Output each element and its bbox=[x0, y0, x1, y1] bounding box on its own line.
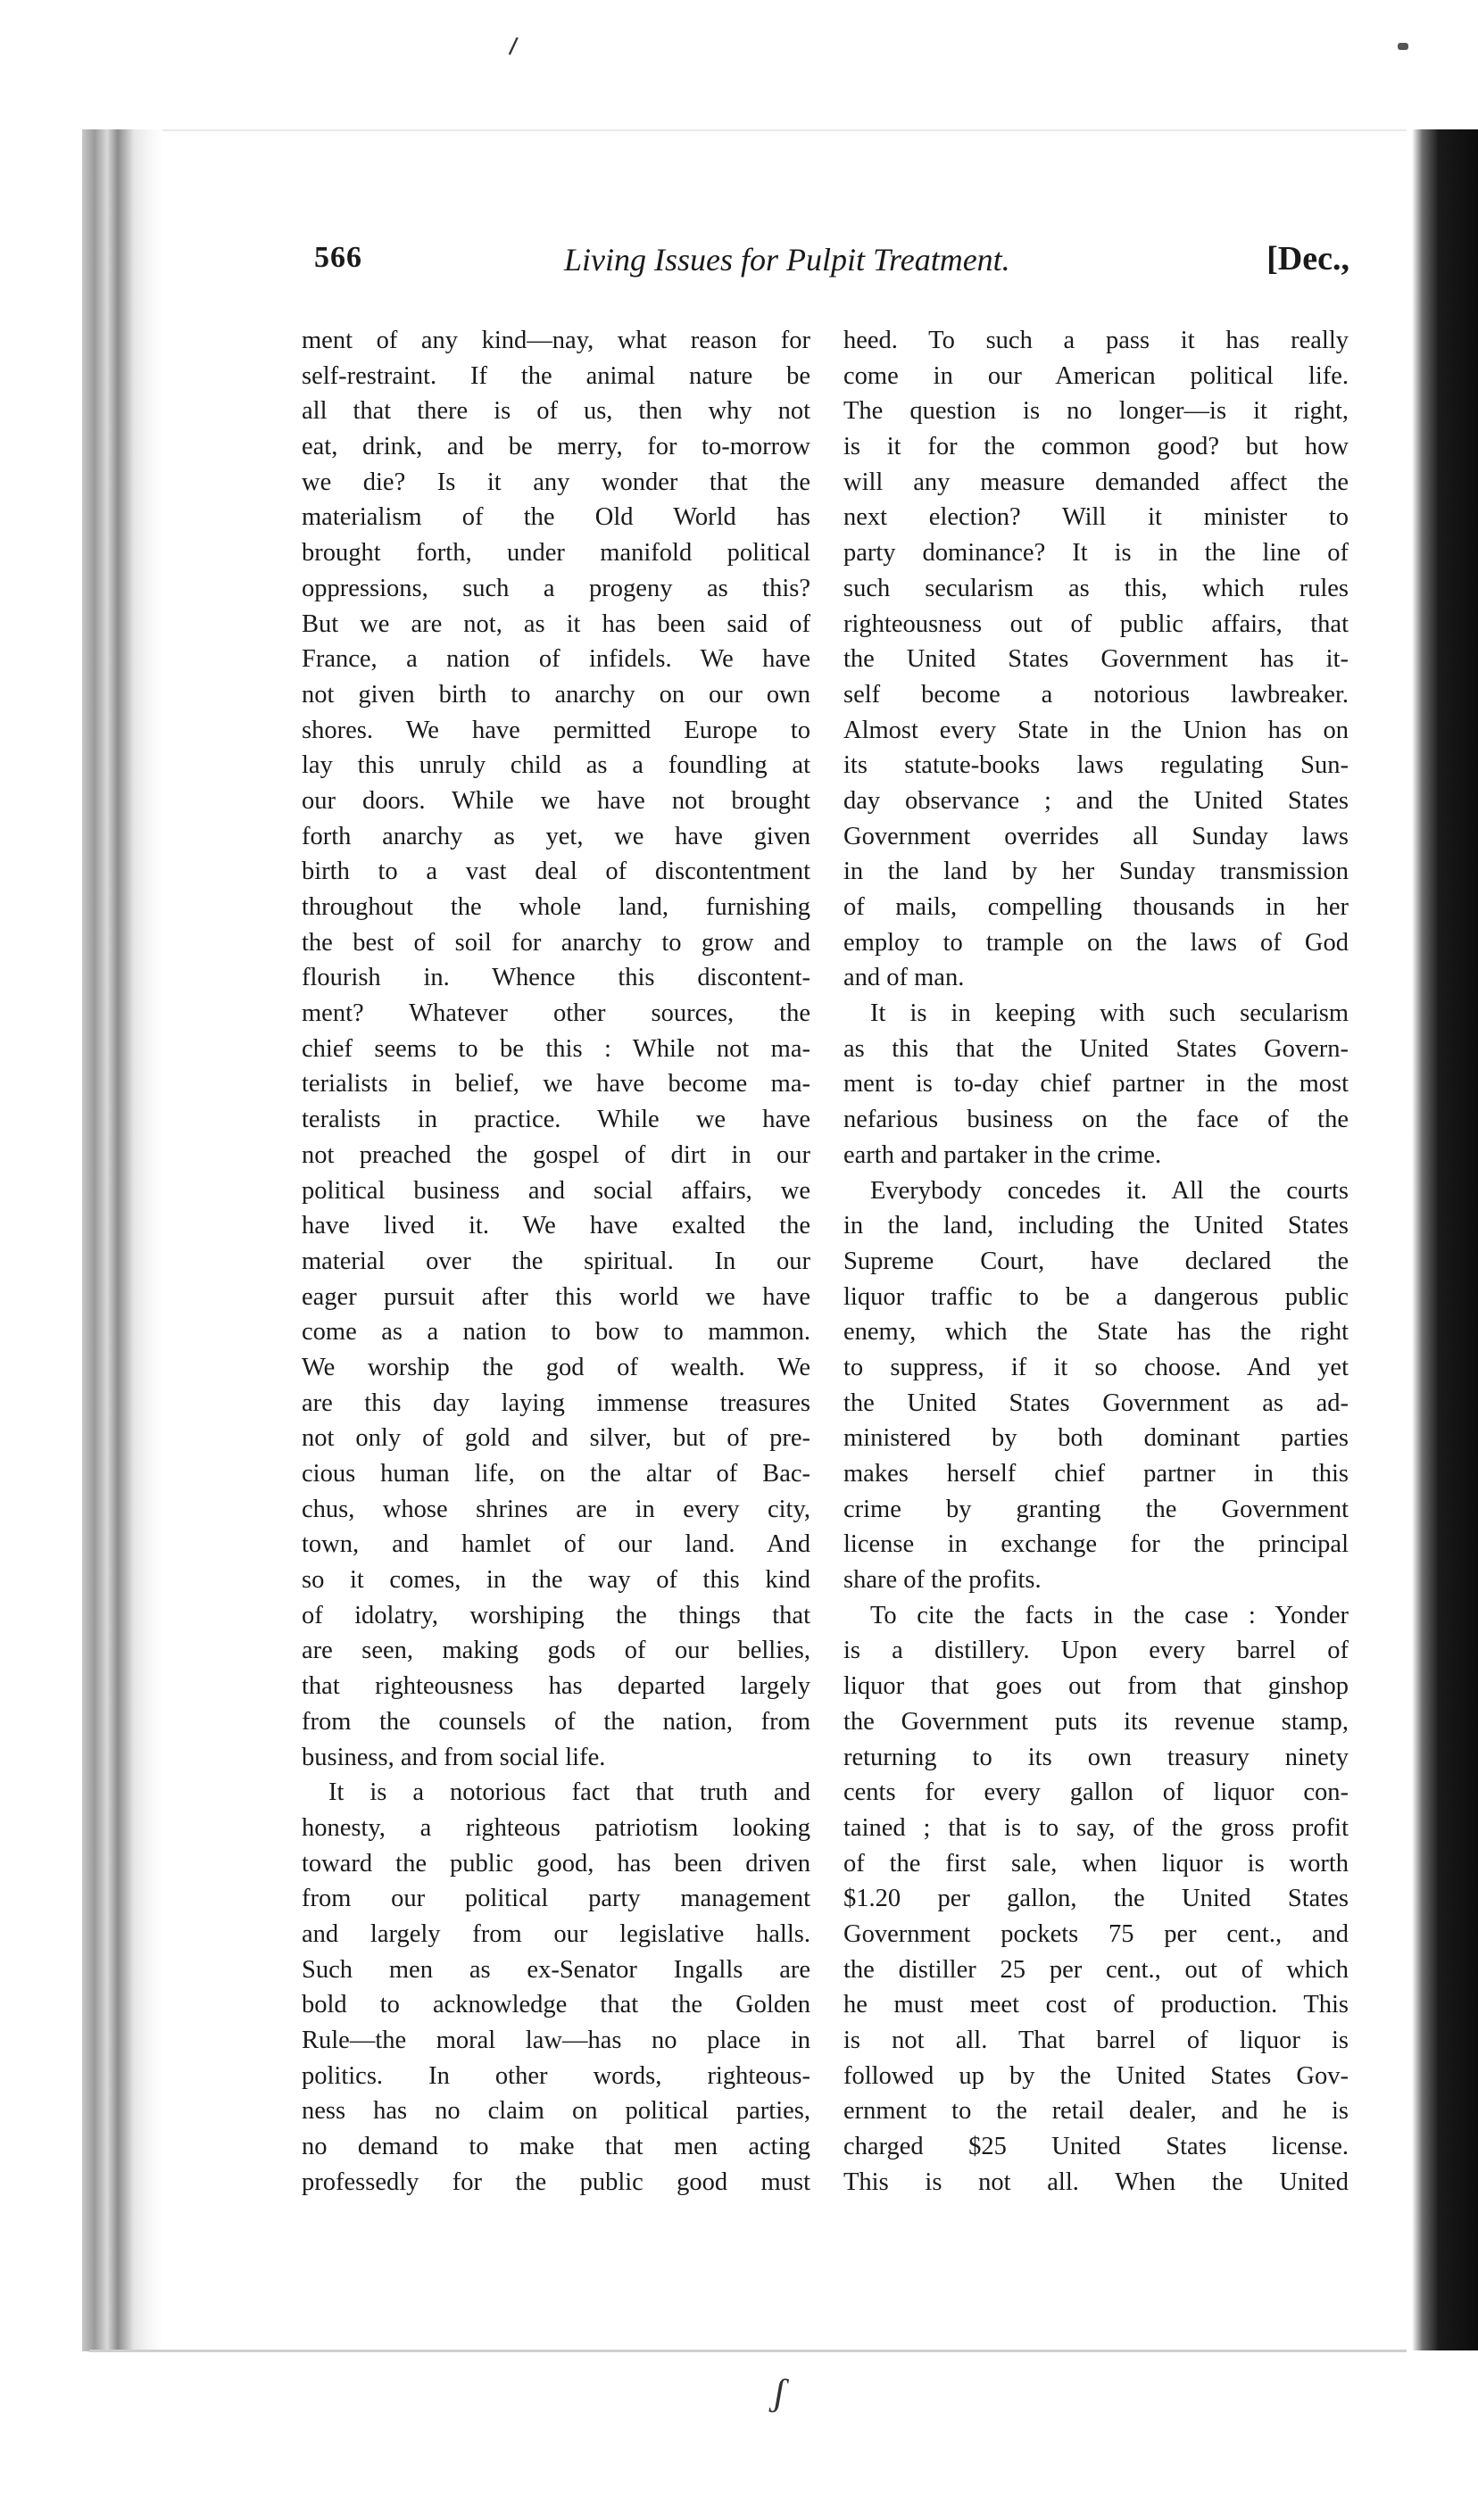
text-line: and of man. bbox=[843, 964, 965, 992]
text-line: he must meet cost of production. This bbox=[843, 1991, 1349, 2019]
text-line: from our political party management bbox=[302, 1885, 810, 1913]
text-line: birth to a vast deal of discontentment bbox=[302, 858, 810, 886]
text-line: is a distillery. Upon every barrel of bbox=[843, 1637, 1349, 1665]
text-line: not preached the gospel of dirt in our bbox=[302, 1140, 810, 1169]
text-line: come as a nation to bow to mammon. bbox=[302, 1318, 810, 1347]
text-line: of the first sale, when liquor is worth bbox=[843, 1849, 1349, 1878]
text-line: and largely from our legislative halls. bbox=[302, 1919, 810, 1948]
text-line: day observance ; and the United States bbox=[843, 786, 1349, 815]
text-line: followed up by the United States Gov- bbox=[843, 2061, 1349, 2090]
text-line: charged $25 United States license. bbox=[843, 2133, 1349, 2161]
text-line: To cite the facts in the case : Yonder bbox=[870, 1601, 1349, 1629]
text-line: ment is to-day chief partner in the most bbox=[843, 1070, 1349, 1098]
text-line: We worship the god of wealth. We bbox=[302, 1353, 810, 1381]
text-line: Such men as ex-Senator Ingalls are bbox=[302, 1955, 810, 1984]
text-line: brought forth, under manifold political bbox=[302, 539, 810, 568]
text-line: are this day laying immense treasures bbox=[302, 1388, 810, 1417]
text-line: eager pursuit after this world we have bbox=[302, 1282, 810, 1311]
text-line: tained ; that is to say, of the gross profit bbox=[843, 1813, 1349, 1842]
text-line: ness has no claim on political parties, bbox=[302, 2097, 810, 2126]
text-line: share of the profits. bbox=[843, 1566, 1042, 1595]
text-line: so it comes, in the way of this kind bbox=[302, 1566, 810, 1595]
ink-mark-top: ⸝ bbox=[494, 13, 527, 62]
text-line: liquor that goes out from that ginshop bbox=[843, 1672, 1349, 1701]
text-line: are seen, making gods of our bellies, bbox=[302, 1637, 810, 1665]
text-line: righteousness out of public affairs, that bbox=[843, 609, 1349, 638]
text-line: returning to its own treasury ninety bbox=[843, 1743, 1349, 1771]
text-line: But we are not, as it has been said of bbox=[302, 609, 810, 638]
text-line: not only of gold and silver, but of pre- bbox=[302, 1424, 810, 1453]
text-line: lay this unruly child as a foundling at bbox=[302, 751, 810, 780]
text-line: nefarious business on the face of the bbox=[843, 1106, 1349, 1134]
ink-mark-bottom: ʃ bbox=[768, 2369, 790, 2415]
text-line: Government overrides all Sunday laws bbox=[843, 822, 1349, 850]
text-line: $1.20 per gallon, the United States bbox=[843, 1885, 1349, 1913]
text-line: terialists in belief, we have become ma- bbox=[302, 1070, 810, 1098]
text-line: material over the spiritual. In our bbox=[302, 1247, 810, 1275]
corner-speck bbox=[1398, 43, 1408, 50]
text-line: we die? Is it any wonder that the bbox=[302, 468, 810, 496]
text-line: political business and social affairs, we bbox=[302, 1176, 810, 1205]
text-line: next election? Will it minister to bbox=[843, 503, 1349, 532]
text-line: materialism of the Old World has bbox=[302, 503, 810, 532]
text-line: Rule—the moral law—has no place in bbox=[302, 2027, 810, 2054]
text-line: crime by granting the Government bbox=[843, 1495, 1349, 1523]
scan-edge-right bbox=[1407, 0, 1478, 2520]
text-line: in the land, including the United States bbox=[843, 1212, 1349, 1240]
page-top-edge bbox=[162, 129, 1421, 131]
text-line: bold to acknowledge that the Golden bbox=[302, 1991, 810, 2019]
text-line: chus, whose shrines are in every city, bbox=[302, 1495, 810, 1523]
text-line: politics. In other words, righteous- bbox=[302, 2061, 810, 2090]
text-line: no demand to make that men acting bbox=[302, 2133, 810, 2161]
text-line: shores. We have permitted Europe to bbox=[302, 716, 810, 744]
text-line: chief seems to be this : While not ma- bbox=[302, 1034, 810, 1063]
text-line: ernment to the retail dealer, and he is bbox=[843, 2097, 1349, 2126]
right-column bbox=[843, 323, 1349, 2200]
text-line: is it for the common good? but how bbox=[843, 433, 1349, 461]
text-line: Supreme Court, have declared the bbox=[843, 1247, 1349, 1275]
text-line: of idolatry, worshiping the things that bbox=[302, 1601, 810, 1629]
running-month: [Dec., bbox=[1266, 240, 1349, 278]
text-line: its statute-books laws regulating Sun- bbox=[843, 751, 1349, 780]
text-line: our doors. While we have not brought bbox=[302, 786, 810, 815]
text-line: oppressions, such a progeny as this? bbox=[302, 574, 810, 602]
text-line: all that there is of us, then why not bbox=[302, 397, 810, 426]
text-line: the distiller 25 per cent., out of which bbox=[843, 1955, 1349, 1984]
text-line: the United States Government has it- bbox=[843, 645, 1349, 674]
text-line: the Government puts its revenue stamp, bbox=[843, 1707, 1349, 1736]
text-line: heed. To such a pass it has really bbox=[843, 327, 1349, 354]
text-line: makes herself chief partner in this bbox=[843, 1460, 1349, 1488]
text-line: France, a nation of infidels. We have bbox=[302, 645, 810, 674]
text-line: earth and partaker in the crime. bbox=[843, 1140, 1162, 1169]
text-line: from the counsels of the nation, from bbox=[302, 1707, 810, 1736]
text-line: have lived it. We have exalted the bbox=[302, 1212, 810, 1240]
text-line: license in exchange for the principal bbox=[843, 1530, 1349, 1559]
text-line: teralists in practice. While we have bbox=[302, 1106, 810, 1134]
text-line: the best of soil for anarchy to grow and bbox=[302, 928, 810, 957]
text-line: party dominance? It is in the line of bbox=[843, 539, 1349, 568]
text-line: The question is no longer—is it right, bbox=[843, 397, 1349, 426]
text-line: is not all. That barrel of liquor is bbox=[843, 2027, 1349, 2054]
text-line: as this that the United States Govern- bbox=[843, 1034, 1349, 1063]
page-bottom-edge bbox=[89, 2350, 1407, 2352]
text-line: professedly for the public good must bbox=[302, 2168, 810, 2196]
page-binding-shadow bbox=[82, 129, 162, 2351]
text-line: in the land by her Sunday transmission bbox=[843, 858, 1349, 886]
text-line: self become a notorious lawbreaker. bbox=[843, 680, 1349, 709]
text-line: ment? Whatever other sources, the bbox=[302, 999, 810, 1028]
text-line: eat, drink, and be merry, for to-morrow bbox=[302, 433, 810, 461]
text-line: throughout the whole land, furnishing bbox=[302, 893, 810, 921]
text-line: ministered by both dominant parties bbox=[843, 1424, 1349, 1453]
text-line: town, and hamlet of our land. And bbox=[302, 1530, 810, 1559]
text-line: Government pockets 75 per cent., and bbox=[843, 1919, 1349, 1948]
left-column bbox=[302, 323, 810, 2200]
text-line: forth anarchy as yet, we have given bbox=[302, 822, 810, 850]
text-line: liquor traffic to be a dangerous public bbox=[843, 1282, 1349, 1311]
text-line: such secularism as this, which rules bbox=[843, 574, 1349, 602]
text-line: enemy, which the State has the right bbox=[843, 1318, 1349, 1347]
text-line: cents for every gallon of liquor con- bbox=[843, 1778, 1349, 1807]
text-line: employ to trample on the laws of God bbox=[843, 928, 1349, 957]
running-header bbox=[314, 241, 1349, 294]
text-line: cious human life, on the altar of Bac- bbox=[302, 1460, 810, 1488]
text-line: will any measure demanded affect the bbox=[843, 468, 1349, 496]
text-line: self-restraint. If the animal nature be bbox=[302, 361, 810, 390]
page-number: 566 bbox=[314, 241, 362, 274]
text-line: It is a notorious fact that truth and bbox=[328, 1778, 810, 1807]
text-line: that righteousness has departed largely bbox=[302, 1672, 810, 1701]
running-title: Living Issues for Pulpit Treatment. bbox=[564, 242, 1010, 278]
text-line: of mails, compelling thousands in her bbox=[843, 893, 1349, 921]
text-line: come in our American political life. bbox=[843, 361, 1349, 390]
text-line: to suppress, if it so choose. And yet bbox=[843, 1353, 1349, 1381]
text-line: toward the public good, has been driven bbox=[302, 1849, 810, 1878]
text-line: business, and from social life. bbox=[302, 1743, 606, 1771]
text-line: Almost every State in the Union has on bbox=[843, 716, 1349, 744]
text-line: It is in keeping with such secularism bbox=[870, 999, 1349, 1028]
text-line: not given birth to anarchy on our own bbox=[302, 680, 810, 709]
text-line: flourish in. Whence this discontent- bbox=[302, 964, 810, 992]
text-line: This is not all. When the United bbox=[843, 2168, 1349, 2196]
text-line: Everybody concedes it. All the courts bbox=[870, 1176, 1349, 1205]
text-line: honesty, a righteous patriotism looking bbox=[302, 1813, 810, 1842]
text-line: ment of any kind—nay, what reason for bbox=[302, 327, 810, 354]
text-line: the United States Government as ad- bbox=[843, 1388, 1349, 1417]
